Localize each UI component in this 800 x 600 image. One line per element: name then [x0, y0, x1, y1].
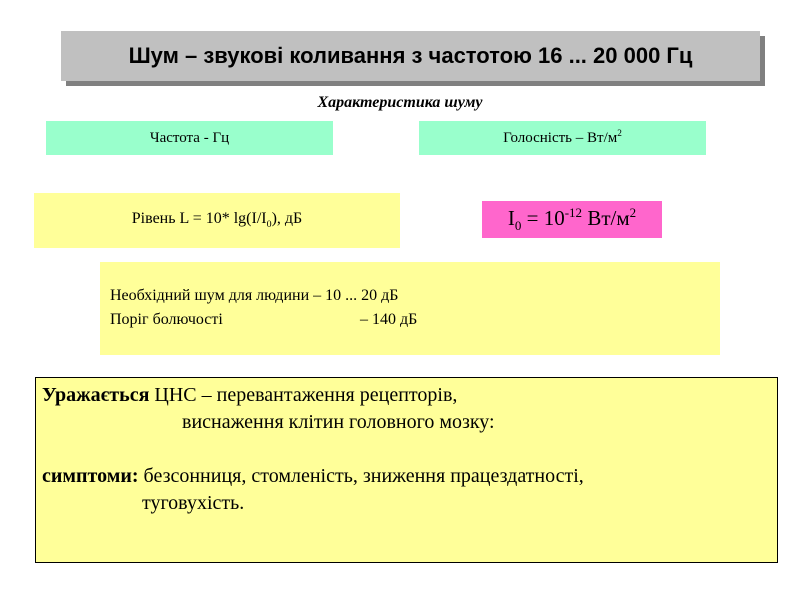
level-formula-box — [34, 193, 400, 248]
reference-intensity-box — [482, 201, 662, 238]
required-noise-line: Необхідний шум для людини – 10 ... 20 дБ — [110, 287, 399, 304]
section-subtitle: Характеристика шуму — [317, 94, 483, 111]
effects-line-2: виснаження клітин головного мозку: — [182, 411, 495, 433]
noise-levels-box — [100, 262, 720, 355]
frequency-label: Частота - Гц — [149, 129, 230, 146]
page-title: Шум – звукові коливання з частотою 16 ... 20 000 Гц — [128, 43, 693, 68]
loudness-box — [419, 121, 706, 155]
title-banner — [61, 31, 760, 81]
effects-box — [35, 377, 778, 563]
pain-threshold-line: Поріг болючості – 140 дБ — [110, 311, 418, 328]
symptoms-line-2: туговухість. — [142, 492, 245, 514]
loudness-label: Голосність – $Вт/м^2$ — [503, 129, 622, 146]
level-formula: Рівень L = 10* $\lg(I/I_0)$, дБ — [131, 210, 303, 231]
effects-line-1: Уражається ЦНС – перевантаження рецепторів, — [42, 384, 458, 406]
symptoms-line: симптоми: безсонниця, стомленість, зниження працездатності, — [42, 465, 584, 487]
frequency-box — [46, 121, 333, 155]
reference-intensity: $I_0 = 10^{-12}$ $Вт/м^2$ — [507, 204, 637, 234]
